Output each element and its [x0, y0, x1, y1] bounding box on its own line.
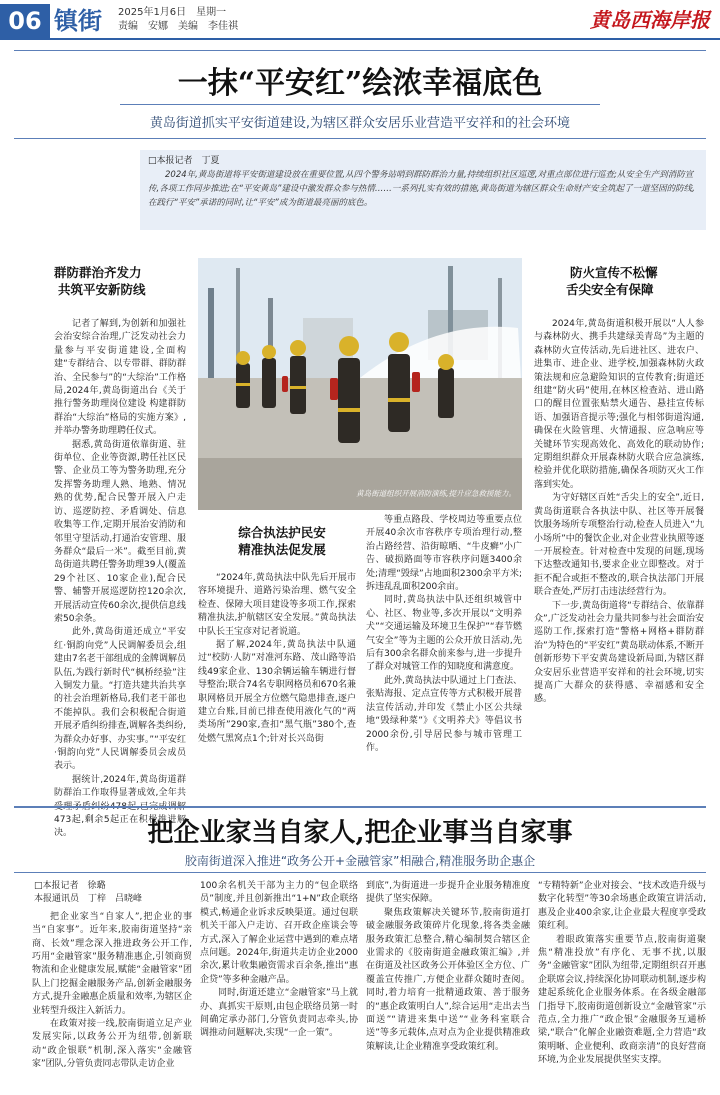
- paragraph: 在政策对接一线,胶南街道立足产业发展实际,以政务公开为纽带,创新联动“政企银联”机制,深入落实“金融管家”团队,分管负责同志带队走访企业: [32, 1019, 192, 1070]
- article1-column-2b: [366, 514, 522, 802]
- article2-column-4: [538, 880, 706, 1092]
- paragraph: 聚焦政策解决关键环节,胶南街道打破金融服务政策碎片化现象,将各类金融服务政策汇总整合,精心编制契合辖区企业需求的《胶南街道金融政策汇编》,并在街道及社区政务公开体验区全方位、广覆盖宣传推广,方便企业群众随时查阅。同时,着力培育一批精通政策、善于服务的“惠企政策明白人”,综合运用“走出去当面送”“请进来集中送”“业务科室联合送”等多元载体,点对点为企业提供精准政策解读,让企业精准享受政策红利。: [366, 907, 530, 1052]
- article1-column-3: [534, 318, 704, 802]
- article1-lead: [140, 150, 706, 230]
- article2-reporter: □本报记者 徐璐: [34, 881, 106, 891]
- article1-reporter: □本报记者 丁夏: [148, 156, 220, 166]
- subhead-3: [566, 264, 658, 298]
- divider: [14, 872, 706, 873]
- paragraph: “专精特新”企业对接会、“技术改造升级与数字化转型”等30余场惠企政策宣讲活动,惠及企业400余家,让企业最大程度享受政策红利。: [538, 881, 706, 932]
- article1-column-2a: [198, 572, 356, 802]
- paragraph: 把企业家当“自家人”,把企业的事当“自家事”。近年来,胶南街道坚持“亲商、长效”理念深入推进政务公开工作,巧用“金融管家”服务精准惠企,引领商贸物流和企业健康发展,赋能“金融管家”团队上门挖掘金融服务产品,创新金融服务方式,提升金融惠企质量和效率,为辖区企业转型升级注入新活力。: [32, 911, 192, 1016]
- paragraph: 同时,黄岛执法中队还组织城管中心、社区、物业等,多次开展以“文明养犬”“交通运输及环境卫生保护”“春节燃气安全”等为主题的公众开放日活动,先后有300余名群众前来参与,进一步提升了群众对城管工作的知晓度和满意度。: [366, 595, 522, 673]
- section-title: 镇街: [54, 7, 102, 35]
- paragraph: 同时,街道还建立“金融管家”马上就办、真抓实干原则,由包企联络员第一时间确定承办部门,分管负责同志牵头,协调推动问题解决,实现“一企一策”。: [200, 988, 358, 1039]
- article1-title: 一抹“平安红”绘浓幸福底色: [177, 66, 543, 101]
- divider: [14, 806, 706, 808]
- subhead-line: 综合执法护民安: [238, 525, 326, 540]
- paragraph: 记者了解到,为创新和加强社会治安综合治理,广泛发动社会力量参与平安街道建设,全面构建“专群结合、以专带群、群防群治、全民参与”的“大综治”工作格局,2024年,黄岛街道出台《关于推行警务助理岗位建设 构建群防群治“大综治”格局的实施方案》,并举办警务助理聘任仪式。: [54, 319, 186, 437]
- divider: [14, 50, 706, 51]
- paragraph: 据了解,2024年,黄岛执法中队通过“校防·人防”对准河东路、茂山路等沿线49家企业、130余辆运输车辆进行督导整治;联合74名专职网格员和670名兼职网格员开展全方位燃气隐患排查,逐户建立台账,目前已排查使用液化气的“两类场所”290家,查扣“黑气瓶”380个,查处燃气黑窝点1个;针对长兴岛街: [198, 640, 356, 744]
- paragraph: 100余名机关干部为主力的“包企联络员”制度,并且创新推出“1+N”政企联络模式,畅通企业诉求反映渠道。通过包联机关干部入户走访、召开政企座谈会等方式,深入了解企业运营中遇到的难点堵点问题。2024年,街道共走访企业2000余次,累计收集融资需求百余条,推出“惠企贷”等多种金融产品。: [200, 881, 358, 985]
- paragraph: 等重点路段、学校周边等重要点位开展40余次市容秩序专项治理行动,整治占路经营、沿街晾晒、“牛皮癣”小广告、破损路面等市容秩序问题3400余处;清理“毁绿”占地面积2300余平方米;拆违乱乱面积200余亩。: [366, 515, 522, 593]
- page-number: 06: [0, 4, 50, 38]
- date-line: 2025年1月6日 星期一: [118, 7, 227, 18]
- subhead-line: 防火宣传不松懈: [570, 265, 658, 280]
- subhead-1: [54, 264, 146, 298]
- masthead-logo: 黄岛西海岸报: [590, 8, 710, 32]
- paragraph: 到底”,为街道进一步提升企业服务精准度提供了坚实保障。: [366, 881, 530, 905]
- lead-text: 2024年,黄岛街道将平安街道建设放在重要位置,从四个警务站哨到群防群治力量,持续组织社区巡逻,对重点部位进行巡查;从安全生产到消防宣传,各项工作同步推进;在“平安黄岛”建设中激发群众参与热情……一系列扎实有效的措施,黄岛街道为辖区群众生命财产安全筑起了一道坚固的防线,在践行“平安”承诺的同时,让“平安”成为街道最亮丽的底色。: [148, 170, 695, 208]
- article2-column-1: [32, 880, 192, 1092]
- subhead-line: 精准执法促发展: [238, 542, 326, 557]
- paragraph: 据统计,2024年,黄岛街道群防群治工作取得显著成效,全年共 473起,剩余5起正在积极推进解决。: [54, 774, 186, 839]
- fire-drill-photo: [198, 258, 522, 510]
- article1-subtitle: 黄岛街道抓实平安街道建设,为辖区群众安居乐业营造平安祥和的社会环境: [149, 116, 571, 131]
- paragraph: 着眼政策落实重要节点,胶南街道聚焦“精准投放”有序化、无事不扰,以服务“金融管家”团队为纽带,定期组织召开惠企联席会议,持续深化协同联动机制,逐步构建起系统化企业服务体系。在各级金融部门指导下,胶南街道创新设立“金融管家”示范点,全力推广“政企银”金融服务互通桥梁,“联合”化解企业融资难题,全力营造“政策明晰、企业便利、政商亲清”的良好营商环境,为企业发展提供坚实支撑。: [538, 934, 706, 1066]
- article2-subtitle: 胶南街道深入推进“政务公开+金融管家”相融合,精准服务助企惠企: [184, 854, 536, 868]
- subhead-line: 共筑平安新防线: [58, 282, 146, 297]
- paragraph: 据悉,黄岛街道依靠街道、驻街单位、企业等资源,聘任社区民警、企业员工等为警务助理,充分发挥警务助理人熟、地熟、情况熟的优势,配合民警开展入户走访、巡逻防控、矛盾调处、信息收集等工作,定期开展治安消防和邻里守望活动,打通治安管理、服务群众“最后一米”。截至目前,黄岛街道共聘任警务助理39人(覆盖29个社区、10家企业),配合民警、辅警开展巡逻防控120余次,开展活动宣传60余次,提供信息线索50余条。: [54, 439, 186, 624]
- article2-column-2: [200, 880, 358, 1092]
- divider: [120, 104, 600, 105]
- header-meta: [118, 6, 238, 34]
- article2-title: 把企业家当自家人,把企业事当自家事: [147, 818, 573, 848]
- subhead-line: 舌尖安全有保障: [566, 282, 654, 297]
- page-header: [0, 0, 720, 40]
- paragraph: 此外,黄岛执法中队通过上门查法、张贴海报、定点宣传等方式积极开展普法宣传活动,并印发《禁止小区公共绿地“毁绿种菜”》《文明养犬》等倡议书2000余份,引导居民参与城市管理工作。: [366, 675, 522, 753]
- divider: [14, 138, 706, 139]
- paragraph: “2024年,黄岛执法中队先后开展市容环境提升、道路污染治理、燃气安全检查、保障大项目建设等多项工作,探索精准执法,护航辖区安全发展。”黄岛执法中队长王宝彦对记者说道。: [198, 573, 356, 637]
- article1-column-1: [54, 318, 186, 839]
- paragraph: 此外,黄岛街道还成立“平安红·铜韵向党”人民调解委员会,组建由7名老干部组成的金牌调解员队伍,为践行新时代“枫桥经验”注入铜发力量。“打造共建共治共享的社会治理新格局,我们老干部也不能掉队。我们会积极配合街道开展矛盾纠纷排查,调解各类纠纷,为群众办好事、办实事。”“平安红·铜韵向党”人民调解委员会成员表示。: [54, 627, 186, 772]
- subhead-2: [212, 524, 352, 558]
- paragraph: 为守好辖区百姓“舌尖上的安全”,近日,黄岛街道联合各执法中队、社区等开展餐饮服务场所专项整治行动,检查人员进入“九小场所”中的餐饮企业,对企业营业执照等逐一开展检查。针对检查中发现的问题,现场下达整改通知书,要求企业立即整改。对于拒不配合或拒不整改的,联合执法部门开展联合查处,严厉打击违法经营行为。: [534, 493, 704, 598]
- paragraph: 2024年,黄岛街道积极开展以“人人参与森林防火、携手共建绿美青岛”为主题的森林防火宣传活动,先后进社区、进农户、进集市、进企业、进学校,加强森林防火政策法规和应急避险知识的宣传教育;街道还组建“防火码”使用,在林区检查站、进山路口的醒目位置张贴禁火通告、悬挂宣传标语、加强语音提示等;强化与相邻街道沟通,确保在火险管理、火情通报、应急响应等关键环节实现高效化、高效化的联动协作;定期组织群众开展森林防火联合应急演练,检验并优化联防措施,确保各项防灭火工作落到实处。: [534, 319, 704, 490]
- photo-caption: 黄岛街道组织开展消防演练,提升应急救援能力。: [356, 489, 516, 498]
- subhead-line: 群防群治齐发力: [54, 265, 142, 280]
- editors-line: 责编 安娜 美编 李佳祺: [118, 21, 238, 32]
- article2-reporter: 本报通讯员 丁梓 吕晓峰: [34, 894, 143, 905]
- article2-column-3: [366, 880, 530, 1092]
- paragraph: 下一步,黄岛街道将“专群结合、依靠群众”,广泛发动社会力量共同参与社会面治安巡防工作,探索打造“警格+网格+群防群治”为特色的“平安红”黄岛联动体系,不断开创新形势下平安黄岛建设新局面,为辖区群众安居乐业营造平安祥和的社会环境,切实提高广大群众的获得感、幸福感和安全感。: [534, 600, 704, 705]
